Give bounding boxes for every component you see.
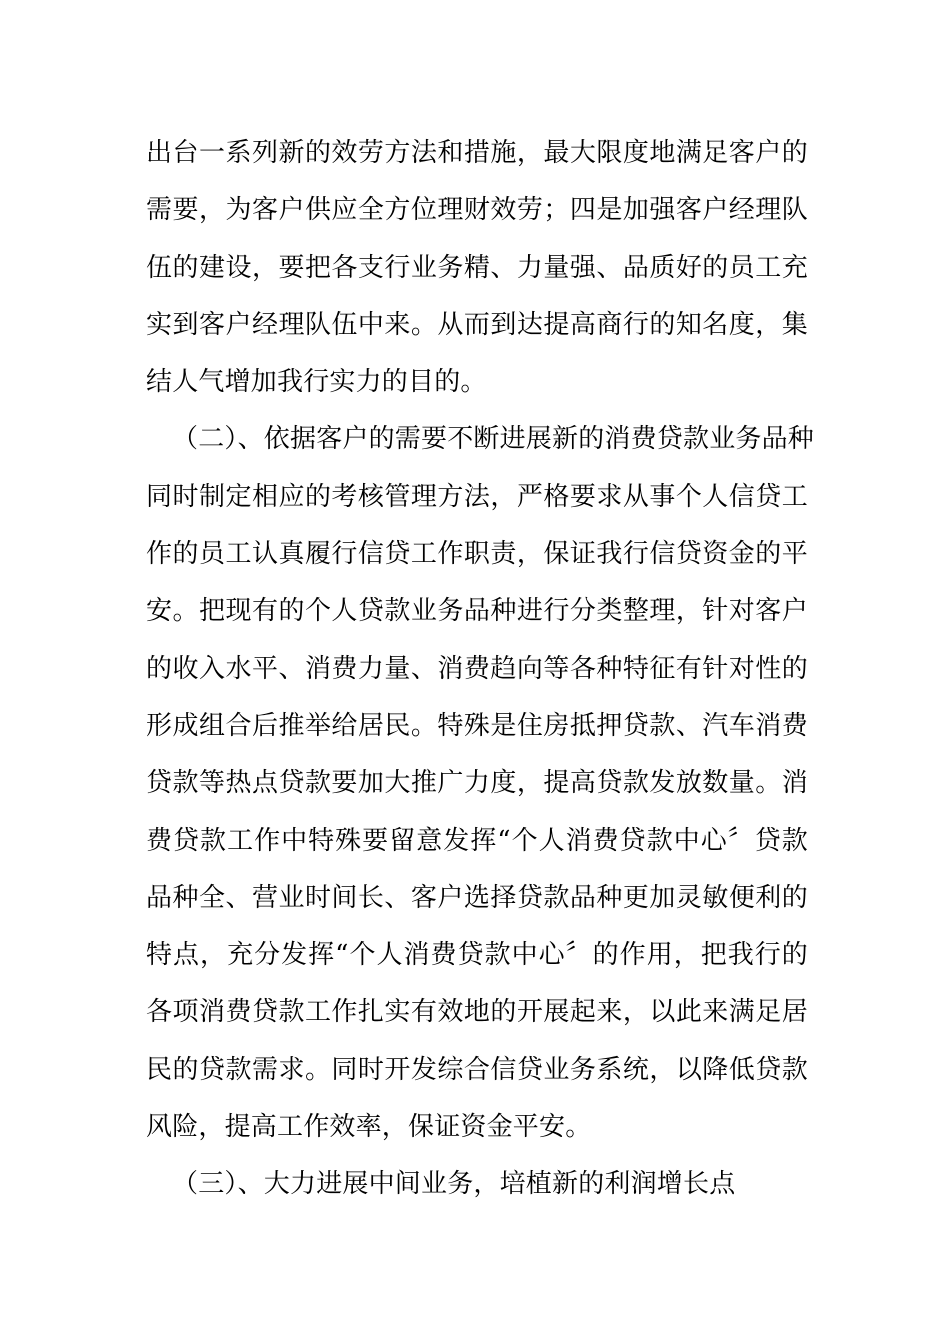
text-line: 风险，提高工作效率，保证资金平安。	[146, 1112, 592, 1143]
text-line: 实到客户经理队伍中来。从而到达提高商行的知名度，集	[146, 309, 808, 340]
document-body	[146, 125, 815, 1214]
paragraph-1	[146, 125, 808, 411]
text-line: 各项消费贷款工作扎实有效地的开展起来，以此来满足居	[146, 997, 808, 1028]
text-line: 的收入水平、消费力量、消费趋向等各种特征有针对性的	[146, 653, 808, 684]
text-line: 伍的建设，要把各支行业务精、力量强、品质好的员工充	[146, 252, 808, 283]
text-line: 费贷款工作中特殊要留意发挥“个人消费贷款中心〞贷款	[146, 825, 808, 856]
text-line: 需要，为客户供应全方位理财效劳；四是加强客户经理队	[146, 195, 808, 226]
section-heading: （三）、大力进展中间业务，培植新的利润增长点	[172, 1169, 736, 1200]
text-line: 作的员工认真履行信贷工作职责，保证我行信贷资金的平	[146, 539, 808, 570]
text-line: 安。把现有的个人贷款业务品种进行分类整理，针对客户	[146, 596, 808, 627]
text-line: 出台一系列新的效劳方法和措施，最大限度地满足客户的	[146, 138, 808, 168]
text-line: 同时制定相应的考核管理方法，严格要求从事个人信贷工	[146, 481, 808, 512]
text-line: 贷款等热点贷款要加大推广力度，提高贷款发放数量。消	[146, 768, 808, 799]
text-line: （二）、依据客户的需要不断进展新的消费贷款业务品种	[172, 424, 815, 455]
text-line: 结人气增加我行实力的目的。	[146, 367, 487, 398]
paragraph-3	[146, 1156, 808, 1213]
text-line: 形成组合后推举给居民。特殊是住房抵押贷款、汽车消费	[146, 710, 808, 741]
paragraph-2	[146, 411, 815, 1156]
text-line: 品种全、营业时间长、客户选择贷款品种更加灵敏便利的	[146, 882, 808, 913]
text-line: 民的贷款需求。同时开发综合信贷业务系统，以降低贷款	[146, 1054, 808, 1085]
text-line: 特点，充分发挥“个人消费贷款中心〞的作用，把我行的	[146, 940, 808, 971]
